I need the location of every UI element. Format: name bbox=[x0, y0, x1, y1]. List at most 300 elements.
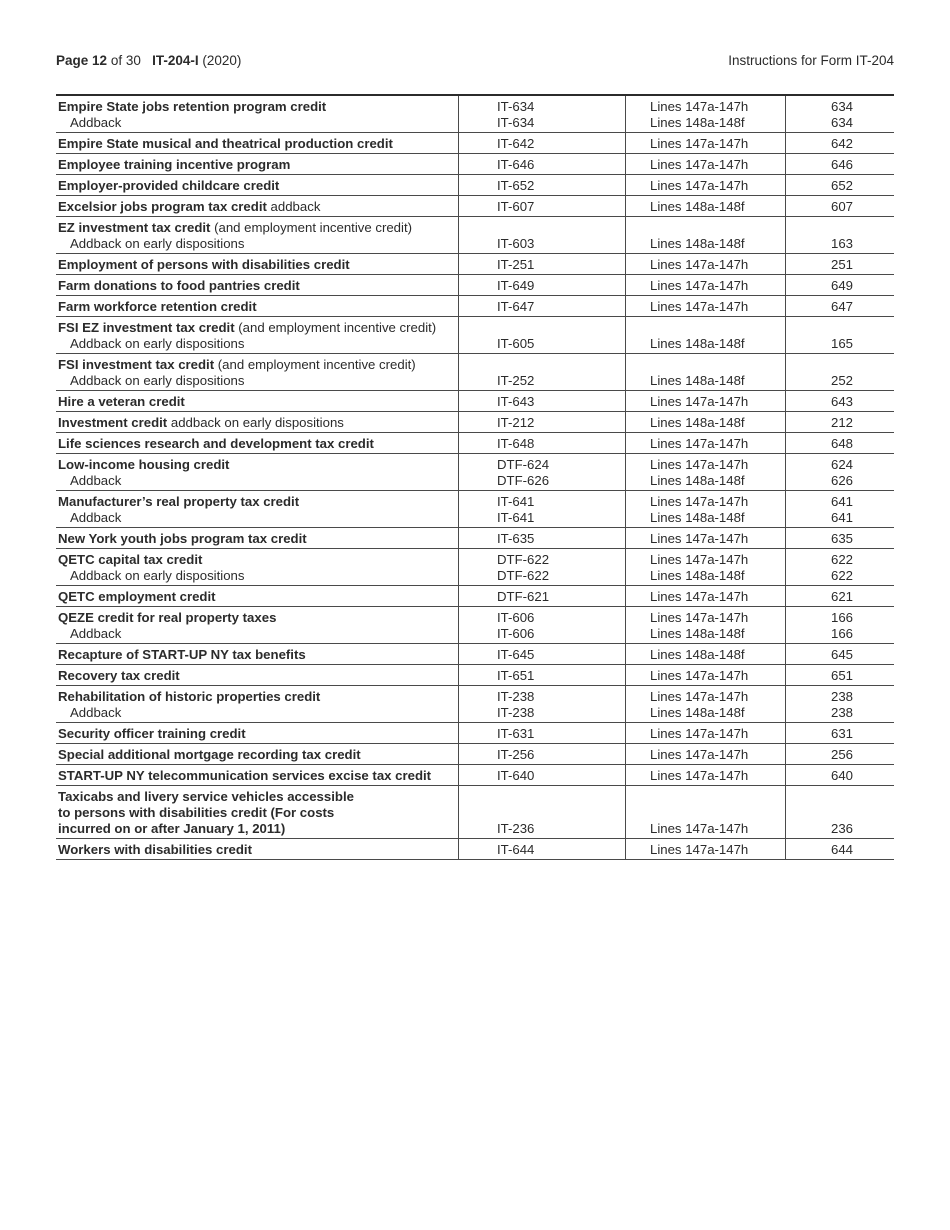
line-reference-cell bbox=[626, 744, 786, 765]
table-row bbox=[56, 217, 894, 254]
credit-code: 238 bbox=[831, 689, 854, 704]
credit-name-line bbox=[58, 99, 456, 115]
form-number: DTF-622 bbox=[497, 552, 550, 567]
line-reference: Lines 147a-147h bbox=[650, 99, 749, 114]
form-number-cell bbox=[459, 296, 626, 317]
credit-code: 166 bbox=[831, 626, 854, 641]
credit-name-bold: QETC capital tax credit bbox=[58, 552, 203, 567]
line-reference-cell bbox=[626, 296, 786, 317]
line-reference: Lines 147a-147h bbox=[650, 589, 749, 604]
credit-code-cell bbox=[786, 686, 895, 723]
table-row bbox=[56, 133, 894, 154]
form-number: IT-640 bbox=[497, 768, 535, 783]
credit-name-line bbox=[58, 510, 456, 526]
form-number-cell bbox=[459, 275, 626, 296]
credit-name-line bbox=[58, 136, 456, 152]
credit-name-bold: Security officer training credit bbox=[58, 726, 246, 741]
form-number: IT-644 bbox=[497, 842, 535, 857]
credit-name-bold: Manufacturer’s real property tax credit bbox=[58, 494, 300, 509]
credit-name-line bbox=[58, 568, 456, 584]
credit-code: 649 bbox=[831, 278, 854, 293]
form-number-cell bbox=[459, 786, 626, 839]
credit-code: 624 bbox=[831, 457, 854, 472]
form-number-cell bbox=[459, 196, 626, 217]
form-number: IT-256 bbox=[497, 747, 535, 762]
credit-name-line bbox=[58, 178, 456, 194]
credit-code: 251 bbox=[831, 257, 854, 272]
table-row bbox=[56, 391, 894, 412]
form-number-cell bbox=[459, 765, 626, 786]
credit-name-line bbox=[58, 789, 456, 805]
form-number: IT-635 bbox=[497, 531, 535, 546]
page-info bbox=[56, 53, 241, 68]
credit-name-bold: Life sciences research and development tax credit bbox=[58, 436, 374, 451]
credit-name-cell bbox=[56, 723, 459, 744]
credit-code-cell bbox=[786, 217, 895, 254]
credit-name-cell bbox=[56, 607, 459, 644]
credit-name-cell bbox=[56, 217, 459, 254]
credit-code: 647 bbox=[831, 299, 854, 314]
credit-code-cell bbox=[786, 586, 895, 607]
line-reference: Lines 148a-148f bbox=[650, 473, 745, 488]
credit-name-text: addback on early dispositions bbox=[167, 415, 344, 430]
form-number: IT-641 bbox=[497, 510, 535, 525]
table-row bbox=[56, 254, 894, 275]
credit-code: 163 bbox=[831, 236, 854, 251]
line-reference: Lines 147a-147h bbox=[650, 668, 749, 683]
line-reference: Lines 148a-148f bbox=[650, 510, 745, 525]
form-number-cell bbox=[459, 528, 626, 549]
credit-name-bold: Employer-provided childcare credit bbox=[58, 178, 280, 193]
credit-code-cell bbox=[786, 454, 895, 491]
credit-name-cell bbox=[56, 786, 459, 839]
form-number: IT-642 bbox=[497, 136, 535, 151]
form-number: IT-607 bbox=[497, 199, 535, 214]
credit-name-cell bbox=[56, 549, 459, 586]
credit-code-cell bbox=[786, 786, 895, 839]
form-number-cell bbox=[459, 133, 626, 154]
credit-name-cell bbox=[56, 275, 459, 296]
line-reference-cell bbox=[626, 154, 786, 175]
credit-name-text: addback bbox=[266, 199, 321, 214]
credit-name-cell bbox=[56, 454, 459, 491]
form-number-cell bbox=[459, 549, 626, 586]
table-row bbox=[56, 354, 894, 391]
table-row bbox=[56, 549, 894, 586]
table-row bbox=[56, 665, 894, 686]
line-reference-cell bbox=[626, 275, 786, 296]
credit-name-line bbox=[58, 494, 456, 510]
table-row bbox=[56, 275, 894, 296]
credit-code-cell bbox=[786, 354, 895, 391]
line-reference-cell bbox=[626, 586, 786, 607]
form-number-cell bbox=[459, 839, 626, 860]
credit-code-cell bbox=[786, 254, 895, 275]
line-reference-cell bbox=[626, 549, 786, 586]
credit-code-cell bbox=[786, 644, 895, 665]
line-reference-cell bbox=[626, 133, 786, 154]
page-header bbox=[56, 53, 894, 71]
credit-name-cell bbox=[56, 196, 459, 217]
table-row bbox=[56, 644, 894, 665]
line-reference-cell bbox=[626, 433, 786, 454]
credit-name-text: Addback bbox=[70, 115, 122, 130]
line-reference-cell bbox=[626, 665, 786, 686]
credit-code-cell bbox=[786, 317, 895, 354]
form-number-cell bbox=[459, 586, 626, 607]
line-reference-cell bbox=[626, 454, 786, 491]
credits-table-body bbox=[56, 95, 894, 860]
credit-name-text: Addback bbox=[70, 473, 122, 488]
line-reference: Lines 148a-148f bbox=[650, 373, 745, 388]
form-number-cell bbox=[459, 744, 626, 765]
form-number-cell bbox=[459, 254, 626, 275]
credit-code: 634 bbox=[831, 99, 854, 114]
table-row bbox=[56, 607, 894, 644]
line-reference: Lines 147a-147h bbox=[650, 842, 749, 857]
credit-code: 645 bbox=[831, 647, 854, 662]
credit-name-cell bbox=[56, 154, 459, 175]
credit-code-cell bbox=[786, 744, 895, 765]
form-number-cell bbox=[459, 391, 626, 412]
credit-name-line bbox=[58, 626, 456, 642]
credit-name-line bbox=[58, 457, 456, 473]
credit-name-line bbox=[58, 278, 456, 294]
credit-code: 236 bbox=[831, 821, 854, 836]
credit-name-line bbox=[58, 705, 456, 721]
credit-code: 644 bbox=[831, 842, 854, 857]
line-reference-cell bbox=[626, 95, 786, 133]
credit-code: 631 bbox=[831, 726, 854, 741]
table-row bbox=[56, 154, 894, 175]
credit-name-text: Addback on early dispositions bbox=[70, 236, 245, 251]
line-reference-cell bbox=[626, 217, 786, 254]
form-number: DTF-621 bbox=[497, 589, 550, 604]
credit-name-line bbox=[58, 257, 456, 273]
credit-name-line bbox=[58, 115, 456, 131]
table-row bbox=[56, 175, 894, 196]
credit-code-cell bbox=[786, 665, 895, 686]
form-number: IT-252 bbox=[497, 373, 535, 388]
credit-name-bold: Taxicabs and livery service vehicles accessible bbox=[58, 789, 354, 804]
line-reference: Lines 148a-148f bbox=[650, 647, 745, 662]
credit-code-cell bbox=[786, 133, 895, 154]
form-number-cell bbox=[459, 217, 626, 254]
line-reference-cell bbox=[626, 686, 786, 723]
page-number: 12 bbox=[92, 53, 108, 68]
credit-code: 635 bbox=[831, 531, 854, 546]
form-number-cell bbox=[459, 412, 626, 433]
line-reference: Lines 147a-147h bbox=[650, 136, 749, 151]
line-reference: Lines 147a-147h bbox=[650, 494, 749, 509]
form-number: IT-631 bbox=[497, 726, 535, 741]
form-number: IT-647 bbox=[497, 299, 535, 314]
credit-name-text: (and employment incentive credit) bbox=[234, 320, 437, 335]
form-number: IT-651 bbox=[497, 668, 535, 683]
credit-name-bold: Employee training incentive program bbox=[58, 157, 291, 172]
credit-code-cell bbox=[786, 549, 895, 586]
form-number-cell bbox=[459, 354, 626, 391]
line-reference-cell bbox=[626, 491, 786, 528]
credit-name-bold: Recovery tax credit bbox=[58, 668, 180, 683]
credit-code-cell bbox=[786, 491, 895, 528]
credit-name-bold: QEZE credit for real property taxes bbox=[58, 610, 277, 625]
credit-name-bold: Farm workforce retention credit bbox=[58, 299, 257, 314]
line-reference: Lines 148a-148f bbox=[650, 336, 745, 351]
credit-code: 642 bbox=[831, 136, 854, 151]
credit-code-cell bbox=[786, 607, 895, 644]
form-number: IT-641 bbox=[497, 494, 535, 509]
credit-name-cell bbox=[56, 95, 459, 133]
credit-name-line bbox=[58, 768, 456, 784]
credit-code-cell bbox=[786, 412, 895, 433]
credit-name-cell bbox=[56, 296, 459, 317]
credit-name-line bbox=[58, 320, 456, 336]
credit-name-line bbox=[58, 220, 456, 236]
line-reference: Lines 148a-148f bbox=[650, 568, 745, 583]
credit-name-bold: FSI EZ investment tax credit bbox=[58, 320, 235, 335]
line-reference-cell bbox=[626, 317, 786, 354]
credit-name-bold: incurred on or after January 1, 2011) bbox=[58, 821, 286, 836]
credit-code-cell bbox=[786, 275, 895, 296]
line-reference-cell bbox=[626, 391, 786, 412]
line-reference: Lines 148a-148f bbox=[650, 199, 745, 214]
table-row bbox=[56, 196, 894, 217]
form-number: IT-606 bbox=[497, 610, 535, 625]
line-reference-cell bbox=[626, 196, 786, 217]
credit-code: 256 bbox=[831, 747, 854, 762]
form-number-cell bbox=[459, 317, 626, 354]
form-number: IT-634 bbox=[497, 115, 535, 130]
credit-name-line bbox=[58, 668, 456, 684]
line-reference: Lines 147a-147h bbox=[650, 726, 749, 741]
table-row bbox=[56, 433, 894, 454]
credit-name-bold: Empire State jobs retention program credit bbox=[58, 99, 327, 114]
credit-name-bold: Farm donations to food pantries credit bbox=[58, 278, 300, 293]
table-row bbox=[56, 412, 894, 433]
credit-name-line bbox=[58, 821, 456, 837]
form-number-cell bbox=[459, 175, 626, 196]
form-number-cell bbox=[459, 723, 626, 744]
credit-code: 622 bbox=[831, 552, 854, 567]
credit-name-line bbox=[58, 552, 456, 568]
line-reference-cell bbox=[626, 839, 786, 860]
credit-name-cell bbox=[56, 433, 459, 454]
form-number-cell bbox=[459, 95, 626, 133]
table-row bbox=[56, 454, 894, 491]
line-reference: Lines 147a-147h bbox=[650, 436, 749, 451]
line-reference-cell bbox=[626, 607, 786, 644]
credit-name-bold: Recapture of START-UP NY tax benefits bbox=[58, 647, 306, 662]
line-reference: Lines 147a-147h bbox=[650, 552, 749, 567]
line-reference-cell bbox=[626, 786, 786, 839]
credit-code: 643 bbox=[831, 394, 854, 409]
credit-name-cell bbox=[56, 133, 459, 154]
credit-name-cell bbox=[56, 175, 459, 196]
line-reference: Lines 147a-147h bbox=[650, 747, 749, 762]
form-number: IT-605 bbox=[497, 336, 535, 351]
form-number: IT-652 bbox=[497, 178, 535, 193]
credit-name-line bbox=[58, 199, 456, 215]
credit-name-bold: Investment credit bbox=[58, 415, 168, 430]
line-reference: Lines 147a-147h bbox=[650, 821, 749, 836]
line-reference: Lines 147a-147h bbox=[650, 531, 749, 546]
credit-name-bold: New York youth jobs program tax credit bbox=[58, 531, 307, 546]
form-number: IT-606 bbox=[497, 626, 535, 641]
line-reference: Lines 147a-147h bbox=[650, 178, 749, 193]
credit-code: 641 bbox=[831, 510, 854, 525]
form-number-cell bbox=[459, 665, 626, 686]
line-reference: Lines 148a-148f bbox=[650, 236, 745, 251]
credit-name-cell bbox=[56, 391, 459, 412]
form-number: IT-236 bbox=[497, 821, 535, 836]
form-number-cell bbox=[459, 454, 626, 491]
line-reference: Lines 147a-147h bbox=[650, 157, 749, 172]
table-row bbox=[56, 839, 894, 860]
credit-code-cell bbox=[786, 154, 895, 175]
credit-name-line bbox=[58, 842, 456, 858]
credit-name-bold: Special additional mortgage recording tax credit bbox=[58, 747, 361, 762]
form-number: DTF-624 bbox=[497, 457, 550, 472]
credit-name-bold: Empire State musical and theatrical production credit bbox=[58, 136, 393, 151]
form-number: IT-646 bbox=[497, 157, 535, 172]
credit-name-cell bbox=[56, 765, 459, 786]
credit-name-cell bbox=[56, 586, 459, 607]
credit-name-cell bbox=[56, 644, 459, 665]
credit-name-line bbox=[58, 236, 456, 252]
line-reference: Lines 148a-148f bbox=[650, 626, 745, 641]
credit-code-cell bbox=[786, 765, 895, 786]
credit-name-text: Addback on early dispositions bbox=[70, 568, 245, 583]
credit-name-text: (and employment incentive credit) bbox=[214, 357, 416, 372]
credit-name-line bbox=[58, 726, 456, 742]
credit-code: 622 bbox=[831, 568, 854, 583]
credit-name-bold: EZ investment tax credit bbox=[58, 220, 211, 235]
credit-name-text: Addback bbox=[70, 626, 122, 641]
credit-name-bold: to persons with disabilities credit (For costs bbox=[58, 805, 335, 820]
credit-name-line bbox=[58, 689, 456, 705]
credit-code-cell bbox=[786, 391, 895, 412]
table-row bbox=[56, 686, 894, 723]
table-row bbox=[56, 786, 894, 839]
credit-name-cell bbox=[56, 744, 459, 765]
credit-name-cell bbox=[56, 528, 459, 549]
form-number: IT-603 bbox=[497, 236, 535, 251]
line-reference: Lines 148a-148f bbox=[650, 115, 745, 130]
line-reference-cell bbox=[626, 354, 786, 391]
credit-code-cell bbox=[786, 296, 895, 317]
credit-name-line bbox=[58, 299, 456, 315]
credit-code-cell bbox=[786, 175, 895, 196]
credits-table bbox=[56, 94, 894, 860]
credit-name-bold: Excelsior jobs program tax credit bbox=[58, 199, 267, 214]
credit-name-bold: FSI investment tax credit bbox=[58, 357, 215, 372]
line-reference-cell bbox=[626, 412, 786, 433]
form-number-cell bbox=[459, 433, 626, 454]
line-reference: Lines 147a-147h bbox=[650, 768, 749, 783]
table-row bbox=[56, 491, 894, 528]
credit-name-text: Addback on early dispositions bbox=[70, 373, 245, 388]
table-row bbox=[56, 528, 894, 549]
credit-name-cell bbox=[56, 317, 459, 354]
line-reference-cell bbox=[626, 644, 786, 665]
credit-name-line bbox=[58, 157, 456, 173]
credit-code: 165 bbox=[831, 336, 854, 351]
line-reference: Lines 147a-147h bbox=[650, 257, 749, 272]
credit-code: 238 bbox=[831, 705, 854, 720]
line-reference-cell bbox=[626, 765, 786, 786]
form-number: IT-212 bbox=[497, 415, 535, 430]
credit-code-cell bbox=[786, 196, 895, 217]
credit-name-line bbox=[58, 747, 456, 763]
line-reference: Lines 147a-147h bbox=[650, 394, 749, 409]
credit-code: 621 bbox=[831, 589, 854, 604]
form-number-cell bbox=[459, 491, 626, 528]
form-number-cell bbox=[459, 154, 626, 175]
credit-name-line bbox=[58, 589, 456, 605]
form-number-cell bbox=[459, 686, 626, 723]
page-total: of 30 bbox=[107, 53, 141, 68]
credit-name-cell bbox=[56, 412, 459, 433]
line-reference: Lines 147a-147h bbox=[650, 299, 749, 314]
credit-code: 212 bbox=[831, 415, 854, 430]
line-reference-cell bbox=[626, 723, 786, 744]
credit-name-cell bbox=[56, 491, 459, 528]
form-number: DTF-626 bbox=[497, 473, 550, 488]
form-number: IT-643 bbox=[497, 394, 535, 409]
credit-name-text: (and employment incentive credit) bbox=[210, 220, 413, 235]
credit-name-bold: QETC employment credit bbox=[58, 589, 216, 604]
form-number-cell bbox=[459, 644, 626, 665]
line-reference-cell bbox=[626, 175, 786, 196]
credit-code: 626 bbox=[831, 473, 854, 488]
table-row bbox=[56, 296, 894, 317]
credit-name-bold: Rehabilitation of historic properties credit bbox=[58, 689, 321, 704]
document-title: Instructions for Form IT-204 bbox=[728, 53, 894, 68]
form-number: IT-238 bbox=[497, 705, 535, 720]
line-reference: Lines 147a-147h bbox=[650, 689, 749, 704]
page-label: Page bbox=[56, 53, 93, 68]
credit-code-cell bbox=[786, 839, 895, 860]
credit-name-text: Addback on early dispositions bbox=[70, 336, 245, 351]
credit-code: 640 bbox=[831, 768, 854, 783]
credit-code: 641 bbox=[831, 494, 854, 509]
form-number: IT-634 bbox=[497, 99, 535, 114]
credit-code: 646 bbox=[831, 157, 854, 172]
credit-name-line bbox=[58, 373, 456, 389]
credit-name-cell bbox=[56, 665, 459, 686]
credit-name-cell bbox=[56, 354, 459, 391]
credit-name-text: Addback bbox=[70, 705, 122, 720]
credit-code-cell bbox=[786, 528, 895, 549]
table-row bbox=[56, 765, 894, 786]
line-reference: Lines 148a-148f bbox=[650, 415, 745, 430]
form-number: IT-251 bbox=[497, 257, 535, 272]
credit-name-line bbox=[58, 473, 456, 489]
line-reference-cell bbox=[626, 528, 786, 549]
credit-code: 607 bbox=[831, 199, 854, 214]
credit-name-cell bbox=[56, 839, 459, 860]
credit-code-cell bbox=[786, 433, 895, 454]
credit-name-bold: Hire a veteran credit bbox=[58, 394, 185, 409]
credit-name-line bbox=[58, 610, 456, 626]
form-number: DTF-622 bbox=[497, 568, 550, 583]
credit-name-bold: Workers with disabilities credit bbox=[58, 842, 252, 857]
credit-name-line bbox=[58, 436, 456, 452]
line-reference: Lines 148a-148f bbox=[650, 705, 745, 720]
credit-name-line bbox=[58, 336, 456, 352]
credit-name-line bbox=[58, 357, 456, 373]
